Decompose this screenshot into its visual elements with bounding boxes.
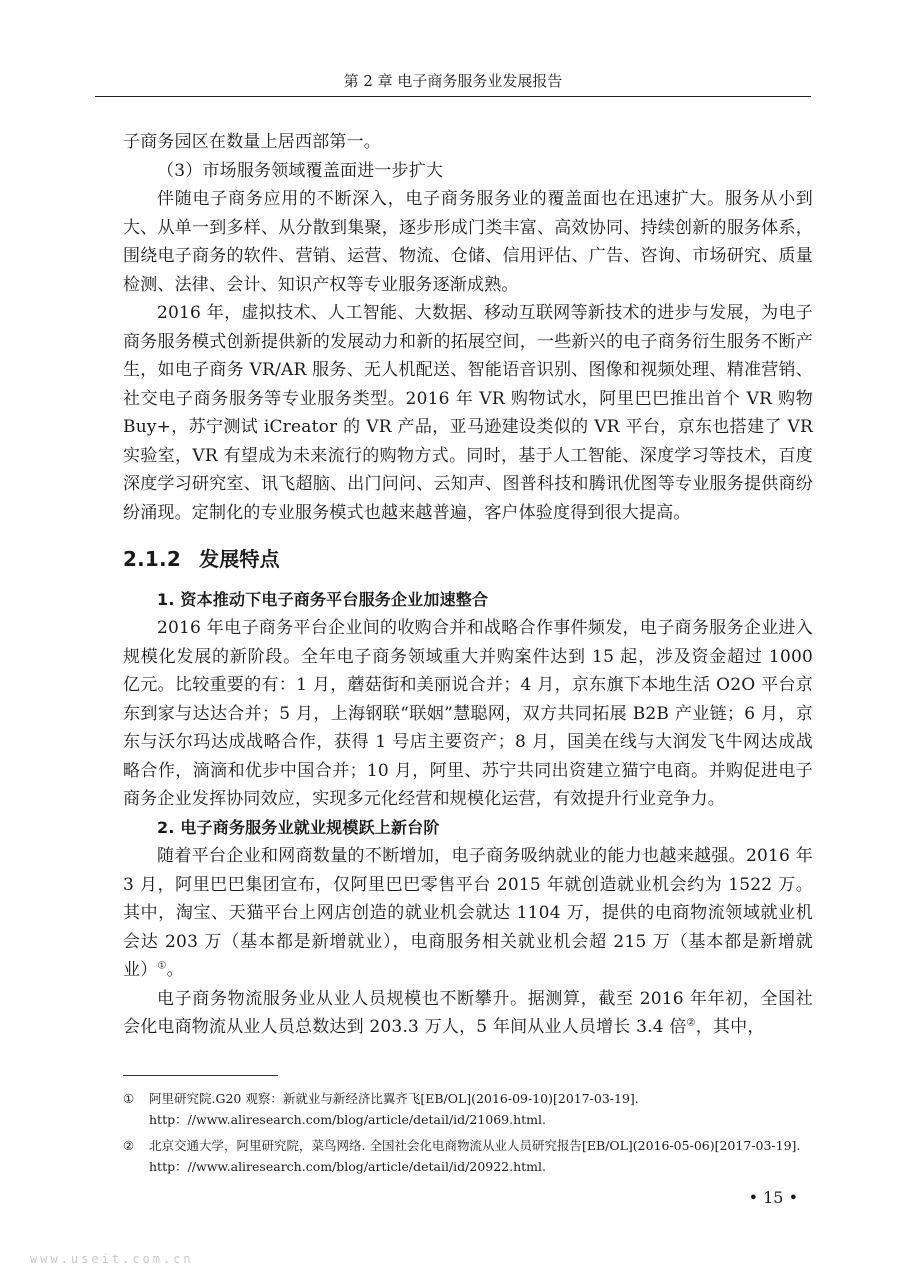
footnote-text: 阿里研究院.G20 观察：新就业与新经济比翼齐飞[EB/OL](2016-09-10)[2017-03-19]. http：//www.aliresearch.com/blog/article/detail/id/21069.html. — [149, 1091, 639, 1127]
paragraph-text-end: 。 — [166, 960, 184, 980]
footnote-ref[interactable]: ② — [686, 1017, 696, 1029]
paragraph-continuation: 子商务园区在数量上居西部第一。 — [123, 132, 381, 152]
section-heading — [123, 545, 813, 574]
section-number: 2.1.2 — [123, 547, 181, 571]
footnote-mark: ① — [123, 1091, 135, 1106]
point-heading: 1. 资本推动下电子商务平台服务企业加速整合 — [157, 589, 489, 609]
paragraph: 伴随电子商务应用的不断深入，电子商务服务业的覆盖面也在迅速扩大。服务从小到大、从单一到多样、从分散到集聚，逐步形成门类丰富、高效协同、持续创新的服务体系，围绕电子商务的软件、营销、运营、物流、仓储、信用评估、广告、咨询、市场研究、质量检测、法律、会计、知识产权等专业服务逐渐成熟。 — [123, 189, 813, 295]
paragraph — [123, 985, 813, 1042]
point-heading: 2. 电子商务服务业就业规模跃上新台阶 — [157, 817, 440, 837]
page-number: • 15 • — [748, 1188, 798, 1207]
body-text — [123, 128, 813, 1042]
section-title: 发展特点 — [199, 547, 280, 571]
paragraph-text: 随着平台企业和网商数量的不断增加，电子商务吸纳就业的能力也越来越强。2016 年 3 月，阿里巴巴集团宣布，仅阿里巴巴零售平台 2015 年就创造就业机会约为 1522 万。其中，淘宝、天猫平台上网店创造的就业机会就达 1104 万，提供的电商物流领域就业机会达 203 万（基本都是新增就业），电商服务相关就业机会超 215 万（基本都是新增就业） — [123, 846, 813, 980]
footnote — [123, 1088, 813, 1130]
footnotes — [123, 1088, 813, 1182]
footnote-divider — [123, 1075, 278, 1076]
watermark: www.useit.com.cn — [30, 1252, 194, 1266]
footnote — [123, 1135, 813, 1177]
header-divider — [95, 96, 811, 97]
subsection-heading: （3）市场服务领域覆盖面进一步扩大 — [157, 160, 444, 181]
footnote-text: 北京交通大学，阿里研究院，菜鸟网络. 全国社会化电商物流从业人员研究报告[EB/OL](2016-05-06)[2017-03-19]. http：//www.aliresearch.com/blog/article/detail/id/20922.html. — [149, 1138, 801, 1174]
footnote-mark: ② — [123, 1138, 135, 1153]
paragraph: 2016 年电子商务平台企业间的收购合并和战略合作事件频发，电子商务服务企业进入规模化发展的新阶段。全年电子商务领域重大并购案件达到 15 起，涉及资金超过 1000 亿元。比较重要的有：1 月，蘑菇街和美丽说合并；4 月，京东旗下本地生活 O2O 平台京东到家与达达合并；5 月，上海钢联“联姻”慧聪网，双方共同拓展 B2B 产业链；6 月，京东与沃尔玛达成战略合作，获得 1 号店主要资产；8 月，国美在线与大润发飞牛网达成战略合作，滴滴和优步中国合并；10 月，阿里、苏宁共同出资建立猫宁电商。并购促进电子商务企业发挥协同效应，实现多元化经营和规模化运营，有效提升行业竞争力。 — [123, 618, 813, 809]
paragraph: 2016 年，虚拟技术、人工智能、大数据、移动互联网等新技术的进步与发展，为电子商务服务模式创新提供新的发展动力和新的拓展空间，一些新兴的电子商务衍生服务不断产生，如电子商务 VR/AR 服务、无人机配送、智能语音识别、图像和视频处理、精准营销、社交电子商务服务等专业服务类型。2016 年 VR 购物试水，阿里巴巴推出首个 VR 购物 Buy+，苏宁测试 iCreator 的 VR 产品，亚马逊建设类似的 VR 平台，京东也搭建了 VR 实验室，VR 有望成为未来流行的购物方式。同时，基于人工智能、深度学习等技术，百度深度学习研究室、讯飞超脑、出门问问、云知声、图普科技和腾讯优图等专业服务提供商纷纷涌现。定制化的专业服务模式也越来越普遍，客户体验度得到很大提高。 — [123, 303, 813, 523]
footnote-ref[interactable]: ① — [157, 960, 167, 972]
running-header: 第 2 章 电子商务服务业发展报告 — [343, 72, 563, 90]
paragraph-text-end: ，其中， — [695, 1017, 765, 1037]
paragraph — [123, 842, 813, 985]
paragraph-text: 电子商务物流服务业从业人员规模也不断攀升。据测算，截至 2016 年年初，全国社会化电商物流从业人员总数达到 203.3 万人，5 年间从业人员增长 3.4 倍 — [123, 988, 813, 1037]
